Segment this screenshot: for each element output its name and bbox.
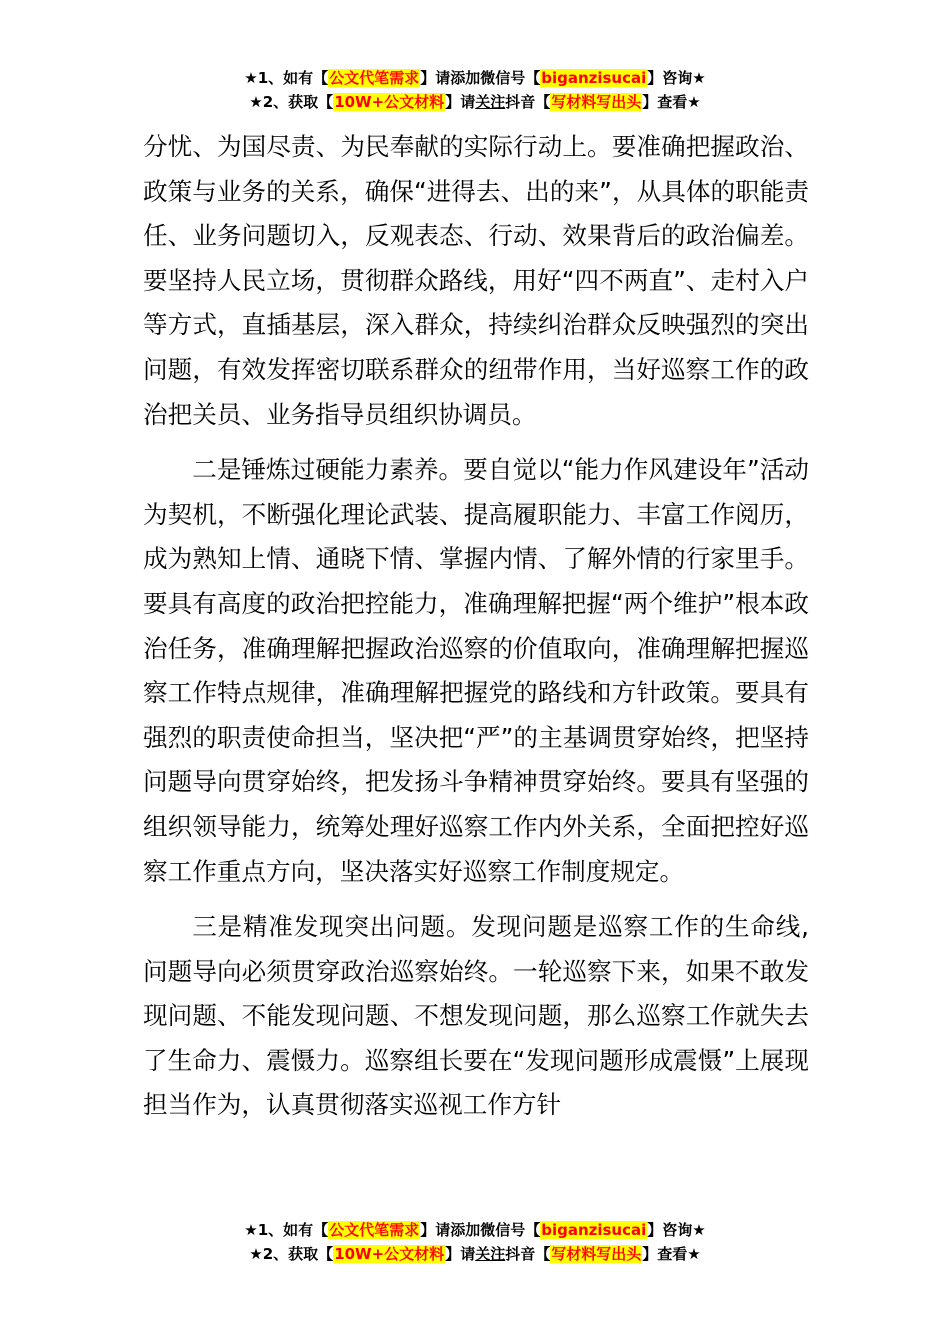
banner-highlight: 公文代笔需求	[329, 69, 420, 87]
banner-highlight: biganzisucai	[541, 1221, 647, 1239]
banner-text: 】咨询★	[647, 1221, 706, 1239]
banner-line-2	[0, 1242, 950, 1266]
banner-text: ★2、获取【	[249, 93, 334, 111]
banner-text: ★1、如有【	[244, 69, 329, 87]
banner-highlight: 公文代笔需求	[329, 1221, 420, 1239]
banner-line-2	[0, 90, 950, 114]
document-body	[143, 125, 809, 1139]
banner-highlight: 写材料写出头	[551, 93, 642, 111]
banner-highlight: 10W+公文材料	[334, 93, 445, 111]
banner-text: 】请	[445, 93, 476, 111]
paragraph: 二是锤炼过硬能力素养。要自觉以“能力作风建设年”活动为契机，不断强化理论武装、提高履职能力、丰富工作阅历，成为熟知上情、通晓下情、掌握内情、了解外情的行家里手。要具有高度的政治把控能力，准确理解把握“两个维护”根本政治任务，准确理解把握政治巡察的价值取向，准确理解把握巡察工作特点规律，准确理解把握党的路线和方针政策。要具有强烈的职责使命担当，坚决把“严”的主基调贯穿始终，把坚持问题导向贯穿始终，把发扬斗争精神贯穿始终。要具有坚强的组织领导能力，统筹处理好巡察工作内外关系，全面把控好巡察工作重点方向，坚决落实好巡察工作制度规定。	[143, 455, 809, 886]
banner-text: ★1、如有【	[244, 1221, 329, 1239]
banner-line-1	[0, 66, 950, 90]
banner-text: 】咨询★	[647, 69, 706, 87]
banner-text: 】请添加微信号【	[420, 69, 541, 87]
banner-highlight: 10W+公文材料	[334, 1245, 445, 1263]
banner-text: 】请	[445, 1245, 476, 1263]
top-banner	[0, 66, 950, 114]
bottom-banner	[0, 1218, 950, 1266]
banner-text: 】请添加微信号【	[420, 1221, 541, 1239]
banner-text: 抖音【	[505, 93, 551, 111]
banner-text: ★2、获取【	[249, 1245, 334, 1263]
banner-text: 】查看★	[642, 1245, 701, 1263]
banner-highlight: biganzisucai	[541, 69, 647, 87]
banner-underlined: 关注	[475, 1245, 506, 1263]
banner-underlined: 关注	[475, 93, 506, 111]
banner-highlight: 写材料写出头	[551, 1245, 642, 1263]
banner-text: 】查看★	[642, 93, 701, 111]
banner-text: 抖音【	[505, 1245, 551, 1263]
banner-line-1	[0, 1218, 950, 1242]
paragraph: 三是精准发现突出问题。发现问题是巡察工作的生命线,问题导向必须贯穿政治巡察始终。一轮巡察下来，如果不敢发现问题、不能发现问题、不想发现问题，那么巡察工作就失去了生命力、震慑力。巡察组长要在“发现问题形成震慑”上展现担当作为，认真贯彻落实巡视工作方针	[143, 912, 809, 1120]
paragraph: 分忧、为国尽责、为民奉献的实际行动上。要准确把握政治、政策与业务的关系，确保“进得去、出的来”，从具体的职能责任、业务问题切入，反观表态、行动、效果背后的政治偏差。要坚持人民立场，贯彻群众路线，用好“四不两直”、走村入户等方式，直插基层，深入群众，持续纠治群众反映强烈的突出问题，有效发挥密切联系群众的纽带作用，当好巡察工作的政治把关员、业务指导员组织协调员。	[143, 132, 809, 429]
